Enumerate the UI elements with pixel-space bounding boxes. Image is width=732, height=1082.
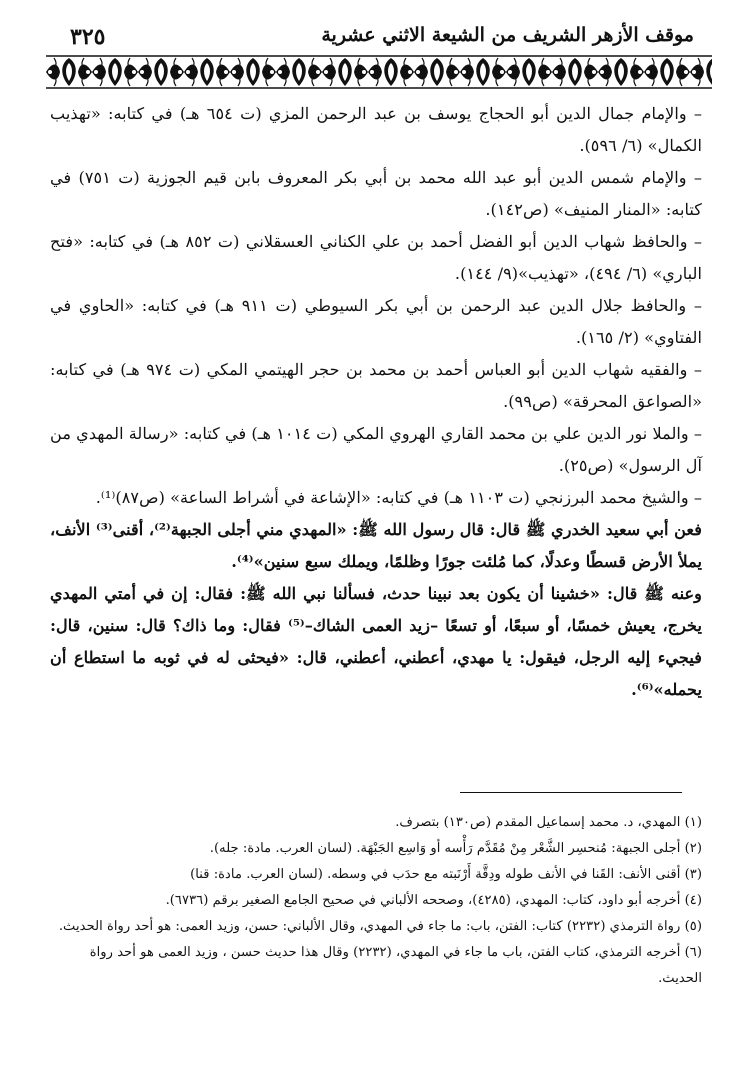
paragraph: – والشيخ محمد البرزنجي (ت ١١٠٣ هـ) في كتابه: «الإشاعة في أشراط الساعة» (ص٨٧)⁽¹⁾.: [95, 488, 702, 507]
decorative-border-ornament: [46, 52, 712, 92]
paragraph: – والفقيه شهاب الدين أبو العباس أحمد بن محمد بن حجر الهيتمي المكي (ت ٩٧٤ هـ) في كتابه: «الصواعق المحرقة» (ص٩٩).: [50, 360, 702, 411]
footnote: (٤) أخرجه أبو داود، كتاب: المهدي، (٤٢٨٥)، وصححه الألباني في صحيح الجامع الصغير برقم (٦٧٣٦).: [165, 893, 702, 908]
footnotes: [50, 810, 702, 992]
main-text: [50, 98, 702, 706]
page-number: ٣٢٥: [70, 24, 106, 50]
hadith-paragraph: فعن أبي سعيد الخدري ﷺ قال: قال رسول الله ﷺ: «المهدي مني أجلى الجبهة⁽²⁾، أقنى⁽³⁾ الأنف، يملأ الأرض قسطًا وعدلًا، كما مُلئت جورًا وظلمًا، ويملك سبع سنين»⁽⁴⁾.: [50, 520, 702, 571]
hadith-paragraph: وعنه ﷺ قال: «خشينا أن يكون بعد نبينا حدث، فسألنا نبي الله ﷺ: فقال: إن في أمتي المهدي يخرج، يعيش خمسًا، أو سبعًا، أو تسعًا –زيد العمى الشاك–⁽⁵⁾ فقال: وما ذاك؟ قال: سنين، قال: فيجيء إليه الرجل، فيقول: يا مهدي، أعطني، أعطني، قال: «فيحثى له في ثوبه ما استطاع أن يحمله»⁽⁶⁾.: [50, 584, 703, 699]
footnote: (٥) رواة الترمذي (٢٢٣٢) كتاب: الفتن، باب: ما جاء في المهدي، وقال الألباني: حسن، وزيد العمى: هو أحد رواة الحديث.: [58, 919, 702, 934]
paragraph: – والملا نور الدين علي بن محمد القاري الهروي المكي (ت ١٠١٤ هـ) في كتابه: «رسالة المهدي من آل الرسول» (ص٢٥).: [50, 424, 702, 475]
paragraph: – والإمام شمس الدين أبو عبد الله محمد بن أبي بكر المعروف بابن قيم الجوزية (ت ٧٥١) في كتابه: «المنار المنيف» (ص١٤٢).: [50, 168, 702, 219]
paragraph: – والحافظ جلال الدين عبد الرحمن بن أبي بكر السيوطي (ت ٩١١ هـ) في كتابه: «الحاوي في الفتاوي» (٢/ ١٦٥).: [50, 296, 702, 347]
paragraph: – والحافظ شهاب الدين أبو الفضل أحمد بن علي الكناني العسقلاني (ت ٨٥٢ هـ) في كتابه: «فتح الباري» (٦/ ٤٩٤)، «تهذيب»(٩/ ١٤٤).: [50, 232, 703, 283]
footnote: (٢) أجلى الجبهة: مُنحسِر الشَّعْر مِنْ مُقَدَّم رَأْسه أو وَاسِع الجَبْهَة. (لسان العرب. مادة: جله).: [209, 841, 702, 856]
book-title: موقف الأزهر الشريف من الشيعة الاثني عشرية: [321, 24, 694, 46]
running-header: [70, 24, 694, 54]
footnote: (١) المهدي، د. محمد إسماعيل المقدم (ص١٣٠) بتصرف.: [395, 815, 702, 830]
footnote: (٣) أقنى الأنف: القَنا في الأنف طوله ودِقَّة أَرْنَبته مع حدَب في وسطه. (لسان العرب. مادة: قنا): [190, 867, 702, 882]
paragraph: – والإمام جمال الدين أبو الحجاج يوسف بن عبد الرحمن المزي (ت ٦٥٤ هـ) في كتابه: «تهذيب الكمال» (٦/ ٥٩٦).: [50, 104, 702, 155]
footnote: (٦) أخرجه الترمذي، كتاب الفتن، باب ما جاء في المهدي، (٢٢٣٢) وقال هذا حديث حسن ، وزيد العمى هو أحد رواة الحديث.: [89, 945, 702, 986]
footnote-divider: [460, 792, 682, 793]
